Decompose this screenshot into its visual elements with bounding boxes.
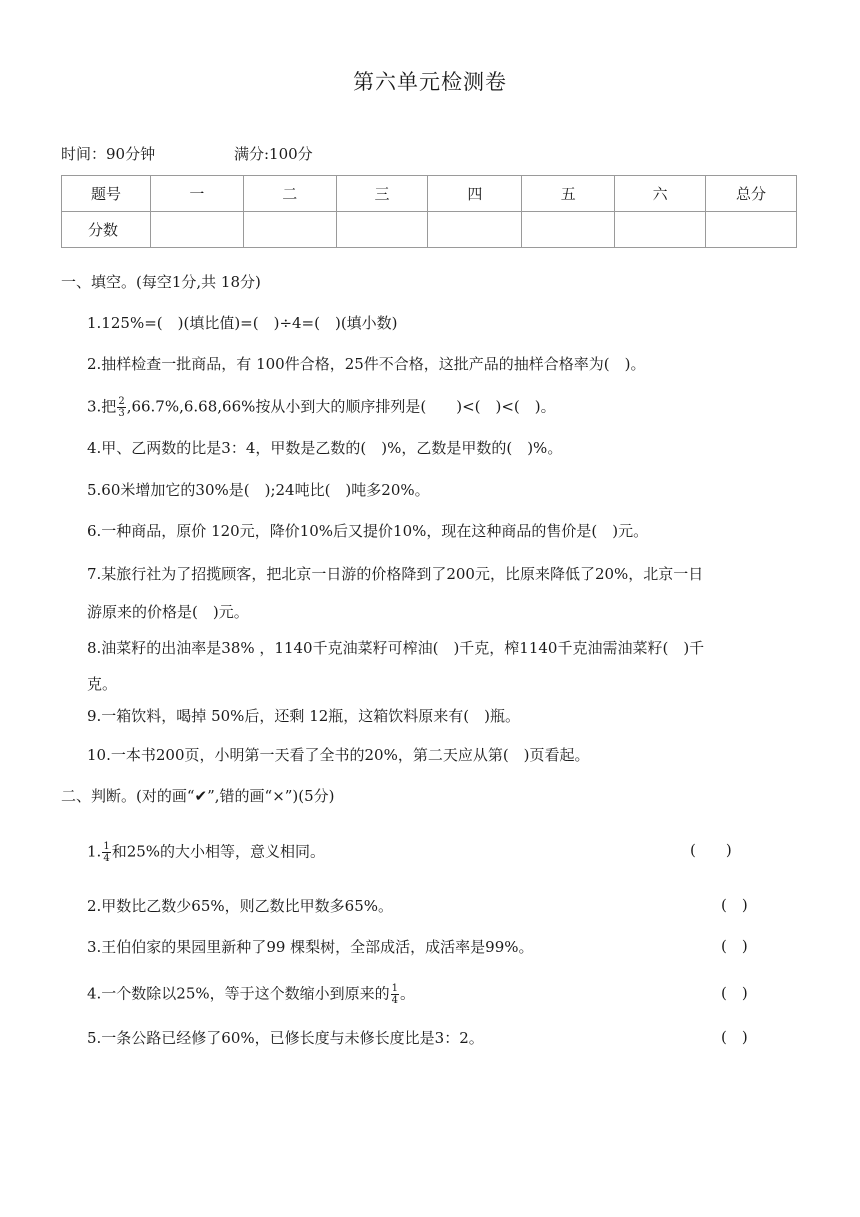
header-cell-question-number: 题号 [62, 176, 151, 212]
score-cell-3[interactable] [336, 212, 428, 248]
score-table-score-row [62, 212, 797, 248]
fill-question-2: 2.抽样检查一批商品，有 100件合格，25件不合格，这批产品的抽样合格率为( )。 [87, 355, 646, 373]
judge-question-1-prefix: 1. [87, 842, 102, 861]
judge-question-1-suffix: 和25%的大小相等，意义相同。 [111, 842, 326, 861]
header-cell-total: 总分 [706, 176, 797, 212]
fill-question-8-line1: 8.油菜籽的出油率是38% ，1140千克油菜籽可榨油( )千克，榨1140千克油需油菜籽( )千 [87, 639, 705, 657]
fill-question-7-line2: 游原来的价格是( )元。 [87, 603, 249, 621]
score-cell-4[interactable] [428, 212, 522, 248]
header-cell-4: 四 [428, 176, 522, 212]
header-cell-5: 五 [522, 176, 615, 212]
section1-heading: 一、填空。(每空1分,共 18分) [61, 273, 261, 291]
fill-question-3 [87, 396, 556, 419]
judge-question-5: 5.一条公路已经修了60%，已修长度与未修长度比是3：2。 [87, 1029, 484, 1047]
score-table-header-row [62, 176, 797, 212]
fraction-numerator: 1 [103, 841, 110, 852]
fill-question-1: 1.125%=( )(填比值)=( )÷4=( )(填小数) [87, 314, 398, 332]
exam-time: 时间：90分钟 [61, 145, 156, 163]
judge-question-2: 2.甲数比乙数少65%，则乙数比甲数多65%。 [87, 897, 393, 915]
fraction-numerator: 1 [391, 983, 399, 994]
fraction-numerator: 2 [118, 396, 125, 407]
answer-blank-2[interactable]: ( ) [721, 896, 748, 914]
header-cell-6: 六 [615, 176, 706, 212]
score-row-label: 分数 [62, 212, 151, 248]
answer-blank-1[interactable]: ( ) [690, 841, 732, 859]
fill-question-8-line2: 克。 [87, 675, 118, 693]
judge-question-4-suffix: 。 [400, 984, 416, 1003]
score-cell-6[interactable] [615, 212, 706, 248]
fraction-one-quarter [391, 983, 399, 1006]
judge-question-4 [87, 983, 415, 1006]
score-cell-5[interactable] [522, 212, 615, 248]
fraction-denominator: 4 [391, 995, 399, 1006]
header-cell-1: 一 [150, 176, 243, 212]
full-score: 满分:100分 [234, 145, 313, 163]
judge-question-1 [87, 841, 325, 864]
judge-question-3: 3.王伯伯家的果园里新种了99 棵梨树，全部成活，成活率是99%。 [87, 938, 534, 956]
score-table [61, 175, 797, 248]
fill-question-9: 9.一箱饮料，喝掉 50%后，还剩 12瓶，这箱饮料原来有( )瓶。 [87, 707, 520, 725]
answer-blank-3[interactable]: ( ) [721, 937, 748, 955]
answer-blank-5[interactable]: ( ) [721, 1028, 748, 1046]
header-cell-3: 三 [336, 176, 428, 212]
fill-question-3-prefix: 3.把 [87, 397, 117, 416]
fraction-denominator: 4 [103, 853, 110, 864]
fraction-denominator: 3 [118, 408, 125, 419]
section2-heading: 二、判断。(对的画“✔”,错的画“×”)(5分) [61, 787, 335, 805]
judge-question-4-prefix: 4.一个数除以25%，等于这个数缩小到原来的 [87, 984, 390, 1003]
fraction-one-quarter [102, 841, 110, 864]
fill-question-6: 6.一种商品，原价 120元，降价10%后又提价10%，现在这种商品的售价是( )元。 [87, 522, 649, 540]
fill-question-7-line1: 7.某旅行社为了招揽顾客，把北京一日游的价格降到了200元，比原来降低了20%，北京一日 [87, 565, 704, 583]
fraction-two-thirds [117, 396, 125, 419]
page-title: 第六单元检测卷 [353, 70, 507, 94]
score-cell-2[interactable] [243, 212, 336, 248]
score-cell-total[interactable] [706, 212, 797, 248]
fill-question-5: 5.60米增加它的30%是( );24吨比( )吨多20%。 [87, 481, 430, 499]
score-cell-1[interactable] [150, 212, 243, 248]
fill-question-4: 4.甲、乙两数的比是3：4，甲数是乙数的( )%，乙数是甲数的( )%。 [87, 439, 563, 457]
answer-blank-4[interactable]: ( ) [721, 984, 748, 1002]
header-cell-2: 二 [243, 176, 336, 212]
fill-question-3-suffix: ,66.7%,6.68,66%按从小到大的顺序排列是( )<( )<( )。 [126, 397, 556, 416]
fill-question-10: 10.一本书200页，小明第一天看了全书的20%，第二天应从第( )页看起。 [87, 746, 590, 764]
